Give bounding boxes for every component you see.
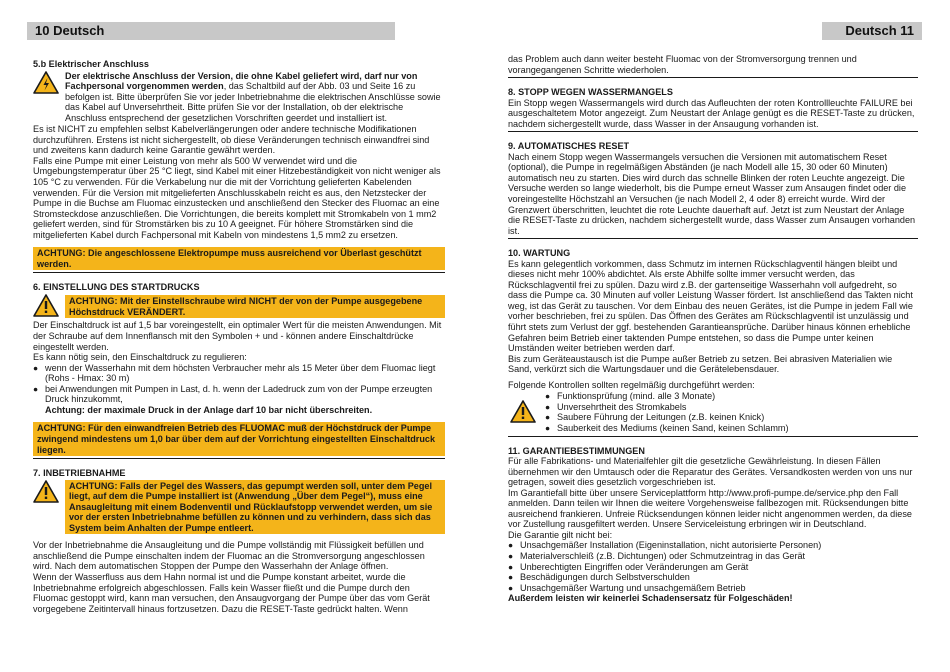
section-9-title: 9. AUTOMATISCHES RESET (508, 141, 630, 152)
s11-paragraph-1: Für alle Fabrikations- und Materialfehler gilt die gesetzliche Gewährleistung. In diesen Fällen übernehmen wir den Umtausch oder die Reparatur des Gerätes. Versandkosten werden von uns nur getragen, soweit dies gesetzlich vorgeschrieben ist. (508, 456, 913, 488)
s9-paragraph: Nach einem Stopp wegen Wassermangels versuchen die Versionen mit automatischem Reset (optional), die Pumpe in regelmäßigen Abständen (je nach Modell alle 15, 30 oder 60 Minuten) automatisch neu zu starten. Dies wird durch das schnelle Blinken der roten Leuchte angezeigt. Die Versuche werden so lange wiederholt, bis die Pumpe erneut Wasser zum Ansaugen findet oder die voreingestellte Höchstzahl an Versuchen (je nach Modell 2, 4 oder 8) erreicht wurde. Wird der Grenzwert überschritten, leuchtet die rote Leuchte dauerhaft auf. Jetzt ist zum Neustart der Anlage die RESET-Taste zu drücken, nachdem sichergestellt wurde, dass Wasser zum Ansaugen vorhanden ist. (508, 151, 916, 236)
list-item: ● Saubere Führung der Leitungen (z.B. keinen Knick) (545, 412, 789, 423)
list-item: ● Unsachgemäßer Wartung und unsachgemäßem Betrieb (508, 583, 918, 594)
list-item: ● wenn der Wasserhahn mit dem höchsten Verbraucher mehr als 15 Meter über dem Fluomac liegt (Rohs - Hmax: 30 m) (33, 363, 445, 384)
maintenance-check-list (545, 391, 789, 433)
pressure-warning-text: ACHTUNG: Mit der Einstellschraube wird NICHT der von der Pumpe ausgegebene Höchstdruck VERÄNDERT. (65, 295, 445, 318)
list-item: ● Unsachgemäßer Installation (Eigeninstallation, nicht autorisierte Personen) (508, 540, 918, 551)
no-liability-note: Außerdem leisten wir keinerlei Schadensersatz für Folgeschäden! (508, 593, 793, 604)
continued-text: das Problem auch dann weiter besteht Fluomac von der Stromversorgung trennen und vorangegangenen Schritte wiederholen. (508, 54, 857, 75)
section-10-title: 10. WARTUNG (508, 248, 571, 259)
warning-triangle-icon (33, 480, 59, 506)
s11-paragraph-2: Im Garantiefall bitte über unsere Serviceplattform http://www.profi-pumpe.de/service.php den Fall anmelden. Dann teilen wir Ihnen die weitere Vorgehensweise fallbezogen mit. Rücksendungen bitte ausreichend frankieren. Unfreie Rücksendungen können leider nicht angenommen werden, da diese vor Zustellung rausgefiltert werden. Unsere Serviceleistung erbringen wir in Deutschland. (508, 487, 912, 530)
list-item: ● Beschädigungen durch Selbstverschulden (508, 572, 918, 583)
s6-paragraph-1: Der Einschaltdruck ist auf 1,5 bar voreingestellt, ein optimaler Wert für die meisten Anwendungen. Mit der Schraube auf dem Innenflansch mit den Symbolen + und - können andere Einschaltdrücke eingestellt werden. (33, 320, 442, 352)
electric-hazard-icon (33, 71, 59, 97)
s10-paragraph-1: Es kann gelegentlich vorkommen, dass Schmutz im internen Rückschlagventil hängen bleibt und dieses nicht mehr 100% abdichtet. Als erste Abhilfe sollte immer versucht werden, das Rückschlagventil frei zu spülen. Dazu wird z.B. der gartenseitige Wasserhahn voll aufgedreht, so dass die Pumpe ca. 30 Minuten auf voller Leistung Wasser fördert. Ist anschließend das Takten nicht weg, ist das Gerät zu tauschen. Vor dem Einbau des neuen Gerätes, ist die Pumpe in jedem Fall wie vorher beschrieben, frei zu spülen. Das Öffnen des Gerätes am Rückschlagventil ist unzulässig und führt stets zum Verlust der ggf. bestehenden Garantieansprüche. Darüber hinaus können erhebliche Gefahren beim Betrieb einer taktenden Pumpe entstehen, so dass die Pumpe unter keinen Umständen weiter betrieben werden darf. (508, 258, 913, 354)
warranty-exclusion-list (508, 540, 918, 593)
max-pressure-note: Achtung: der maximale Druck in der Anlage darf 10 bar nicht überschreiten. (45, 404, 373, 415)
s6-paragraph-2: Es kann nötig sein, den Einschaltdruck zu regulieren: (33, 352, 247, 363)
s6-bullet-list (33, 363, 445, 416)
s10-paragraph-3: Folgende Kontrollen sollten regelmäßig durchgeführt werden: (508, 379, 755, 390)
s10-paragraph-2: Bis zum Geräteaustausch ist die Pumpe außer Betrieb zu setzen. Bei abrasiven Materialien wie Sand, verkürzt sich die Wartungsdauer und die Gerätelebensdauer. (508, 353, 893, 375)
list-item: ● bei Anwendungen mit Pumpen in Last, d. h. wenn der Ladedruck zum von der Pumpe erzeugten Druck hinzukommt, Achtung: der maximale Druck in der Anlage darf 10 bar nicht überschreiten. (33, 384, 445, 416)
list-item: ● Funktionsprüfung (mind. alle 3 Monate) (545, 391, 789, 402)
section-11-title: 11. GARANTIEBESTIMMUNGEN (508, 445, 645, 456)
s7-paragraph-2: Wenn der Wasserfluss aus dem Hahn normal ist und die Pumpe konstant arbeitet, wurde die Inbetriebnahme erfolgreich abgeschlossen. Falls kein Wasser fließt und die Pumpe durch den Fluomac gestoppt wird, kann man versuchen, den Ansaugvorgang der Pumpe über das vom Gerät vorgegebene Zeitintervall hinaus fortzusetzen. Dazu die RESET-Taste gedrückt halten. Wenn (33, 571, 430, 614)
pressure-warning (33, 294, 445, 320)
list-item: ● Unberechtigten Eingriffen oder Veränderungen am Gerät (508, 562, 918, 573)
warning-triangle-icon (510, 400, 536, 426)
electric-warning-bold: Der elektrische Anschluss der Version, die ohne Kabel geliefert wird, darf nur von Fachpersonal vorgenommen werden (65, 70, 418, 92)
section-5b-title: 5.b Elektrischer Anschluss (33, 59, 149, 69)
list-item: ● Materialverschleiß (z.B. Dichtungen) oder Schmutzeintrag in das Gerät (508, 551, 918, 562)
s7-paragraph-1: Vor der Inbetriebnahme die Ansaugleitung und die Pumpe vollständig mit Flüssigkeit befüllen und anschließend die Pumpe einschalten indem der Fluomac an die Stromversorgung angeschlossen wird. Nach dem automatischen Stoppen der Pumpe den Wasserhahn der Anlage öffnen. (33, 540, 425, 572)
page-header-right: Deutsch 11 (822, 22, 922, 40)
list-item: ● Unversehrtheit des Stromkabels (545, 402, 789, 413)
section-7-title: 7. INBETRIEBNAHME (33, 468, 126, 479)
overload-warning-box: ACHTUNG: Die angeschlossene Elektropumpe muss ausreichend vor Überlast geschützt werden. (33, 247, 445, 270)
warning-triangle-icon (33, 294, 59, 320)
maintenance-checks (508, 391, 918, 433)
right-column (508, 54, 918, 604)
fluomac-pressure-box: ACHTUNG: Für den einwandfreien Betrieb des FLUOMAC muß der Höchstdruck der Pumpe zwingend mindestens um 1,0 bar über dem auf der Vorrichtung eingestellten Einschaltdruck liegen. (33, 422, 445, 456)
s5b-paragraph-1: Es ist NICHT zu empfehlen selbst Kabelverlängerungen oder andere technische Modifikationen durchzuführen. Erstens ist nicht sichergestellt, ob diese Veränderungen technisch einwandfrei sind und zweitens kann dadurch keine Garantie gewährt werden. (33, 124, 430, 156)
suction-warning (33, 480, 445, 535)
section-6-title: 6. EINSTELLUNG DES STARTDRUCKS (33, 282, 200, 293)
s11-paragraph-3: Die Garantie gilt nicht bei: (508, 529, 613, 540)
suction-warning-text: ACHTUNG: Falls der Pegel des Wassers, das gepumpt werden soll, unter dem Pegel liegt, auf dem die Pumpe installiert ist (Anwendung „Über dem Pegel“), muss eine Ansaugleitung mit einem Bodenventil und Rücklaufstopp verwendet werden, um sie vor der ersten Inbetriebnahme befüllen zu können und zu verhindern, dass sich das System beim Anhalten der Pumpe entleert. (65, 480, 445, 535)
electric-warning-text: , das Schaltbild auf der Abb. 03 und Seite 16 zu befolgen ist. Bitte überprüfen Sie vor jeder Inbetriebnahme die elektrischen Anschlüsse sowie das Kabel auf Unversehrtheit. Bitte prüfen Sie vor der Installation, ob der elektrische Anschluss entsprechend der gesetzlichen Vorschriften geerdet und installiert ist. (65, 81, 441, 123)
s5b-paragraph-2: Falls eine Pumpe mit einer Leistung von mehr als 500 W verwendet wird und die Umgebungstemperatur über 25 °C liegt, sind Kabel mit einer Hitzebeständigkeit von nicht weniger als 105 °C zu verwenden. Für die Verkabelung nur die mit der Vorrichtung gelieferten Kabelenden verwenden. Für die Version mit mitgelieferten Anschlusskabeln reicht es aus, den Netzstecker der Pumpe in die Buchse am Fluomac einzustecken und anschließend den Stecker des Fluomac an eine Stromsteckdose anzuschließen. Die Vorrichtungen, die bereits komplett mit Stromkabeln von 1 mm2 geliefert werden, sind für Stromstärken bis zu 10 A geeignet. Für höhere Stromstärken sind die mitgelieferten Kabel durch Fachpersonal mit Kabeln von mindestens 1,5 mm2 zu ersetzen. (33, 155, 441, 240)
electric-warning (33, 71, 445, 124)
page-header-left: 10 Deutsch (27, 22, 395, 40)
list-item: ● Sauberkeit des Mediums (keinen Sand, keinen Schlamm) (545, 423, 789, 434)
s8-paragraph: Ein Stopp wegen Wassermangels wird durch das Aufleuchten der roten Kontrollleuchte FAILURE bei ausgeschaltetem Motor angezeigt. Zum Neustart der Anlage genügt es die RESET-Taste zu drücken, nachdem sichergestellt wurde, dass Wasser in der Ansaugung vorhanden ist. (508, 97, 915, 129)
section-8-title: 8. STOPP WEGEN WASSERMANGELS (508, 87, 673, 98)
left-column (33, 59, 445, 614)
